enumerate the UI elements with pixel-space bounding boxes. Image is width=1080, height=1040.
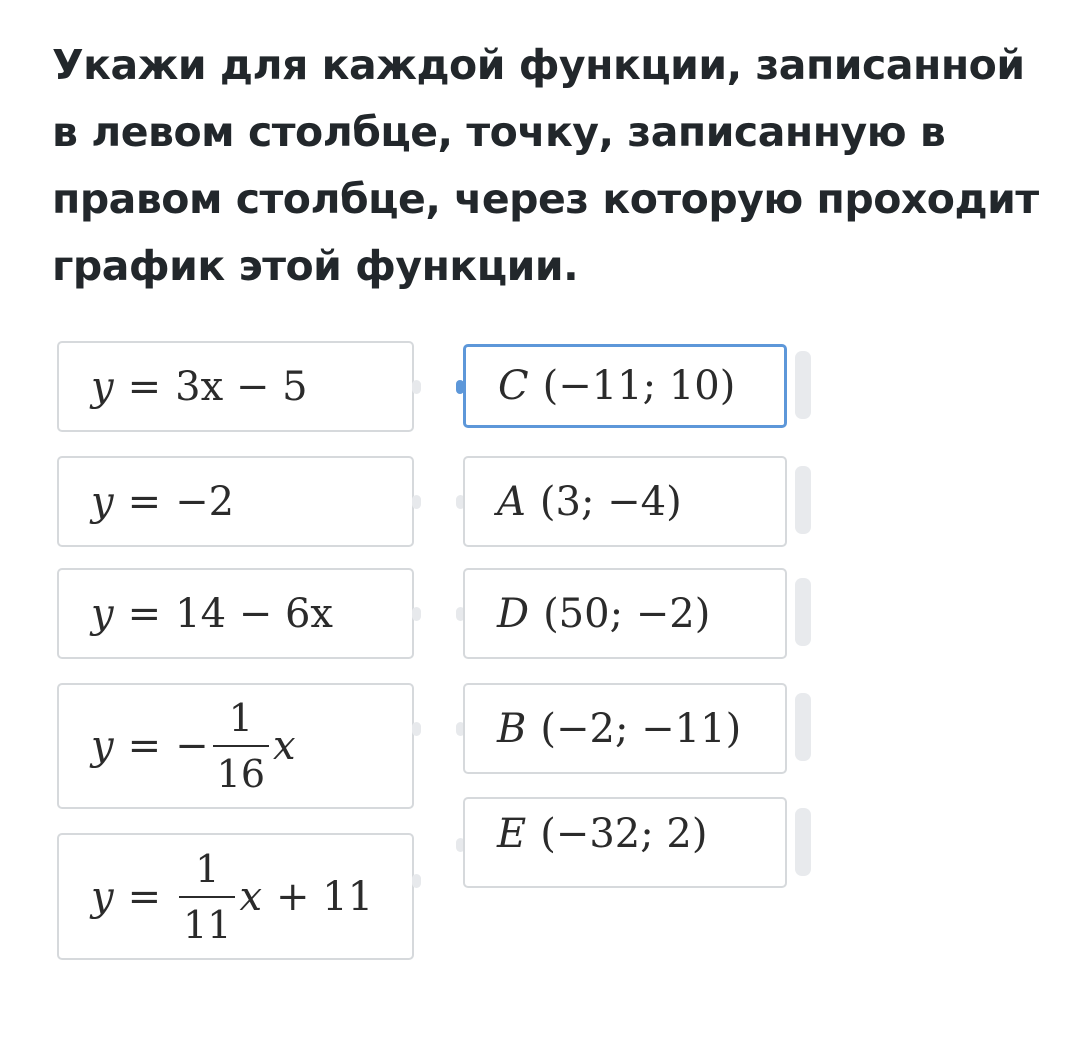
- point-coords: (−2; −11): [540, 705, 742, 752]
- function-formula: y = $\frac{1}{11}$ x + 11: [91, 846, 374, 947]
- point-coords: (3; −4): [539, 478, 682, 525]
- connector-dot[interactable]: [412, 495, 421, 509]
- point-card-B[interactable]: [463, 683, 787, 774]
- connector-dot[interactable]: [412, 722, 421, 736]
- point-label: E (−32; 2): [497, 811, 708, 857]
- function-expression: 3x − 5: [175, 363, 308, 410]
- fraction: $\frac{1}{16}$: [213, 699, 269, 793]
- function-card-4[interactable]: [57, 683, 414, 809]
- function-formula: y = 14 − 6x: [91, 590, 333, 637]
- point-card-C[interactable]: [463, 344, 787, 428]
- function-card-5[interactable]: [57, 833, 414, 960]
- function-card-2[interactable]: [57, 456, 414, 547]
- connector-dot[interactable]: [412, 607, 421, 621]
- point-card-D[interactable]: [463, 568, 787, 659]
- connector-dot[interactable]: [412, 380, 421, 394]
- point-coords: (50; −2): [543, 590, 711, 637]
- point-label: D (50; −2): [497, 590, 711, 637]
- point-coords: (−32; 2): [540, 811, 708, 857]
- function-formula: y = − $\frac{1}{16}$ x: [91, 696, 296, 796]
- function-formula: y = 3x − 5: [91, 363, 308, 410]
- connector-dot[interactable]: [412, 874, 421, 888]
- function-expression: −2: [175, 478, 235, 525]
- task-instruction: Укажи для каждой функции, записанной в левом столбце, точку, записанную в правом столбце, через которую проходит график этой функции.: [52, 41, 1039, 290]
- function-card-3[interactable]: [57, 568, 414, 659]
- drag-handle[interactable]: [795, 466, 811, 534]
- point-coords: (−11; 10): [542, 363, 736, 409]
- point-card-E[interactable]: [463, 797, 787, 888]
- function-formula: y = −2: [91, 478, 235, 525]
- drag-handle[interactable]: [795, 351, 811, 419]
- point-label: C (−11; 10): [498, 363, 736, 409]
- point-label: B (−2; −11): [497, 705, 742, 752]
- fraction: $\frac{1}{11}$: [179, 850, 235, 944]
- point-label: A (3; −4): [497, 478, 682, 525]
- drag-handle[interactable]: [795, 808, 811, 876]
- drag-handle[interactable]: [795, 693, 811, 761]
- function-card-1[interactable]: [57, 341, 414, 432]
- point-card-A[interactable]: [463, 456, 787, 547]
- function-expression: 14 − 6x: [175, 590, 333, 637]
- drag-handle[interactable]: [795, 578, 811, 646]
